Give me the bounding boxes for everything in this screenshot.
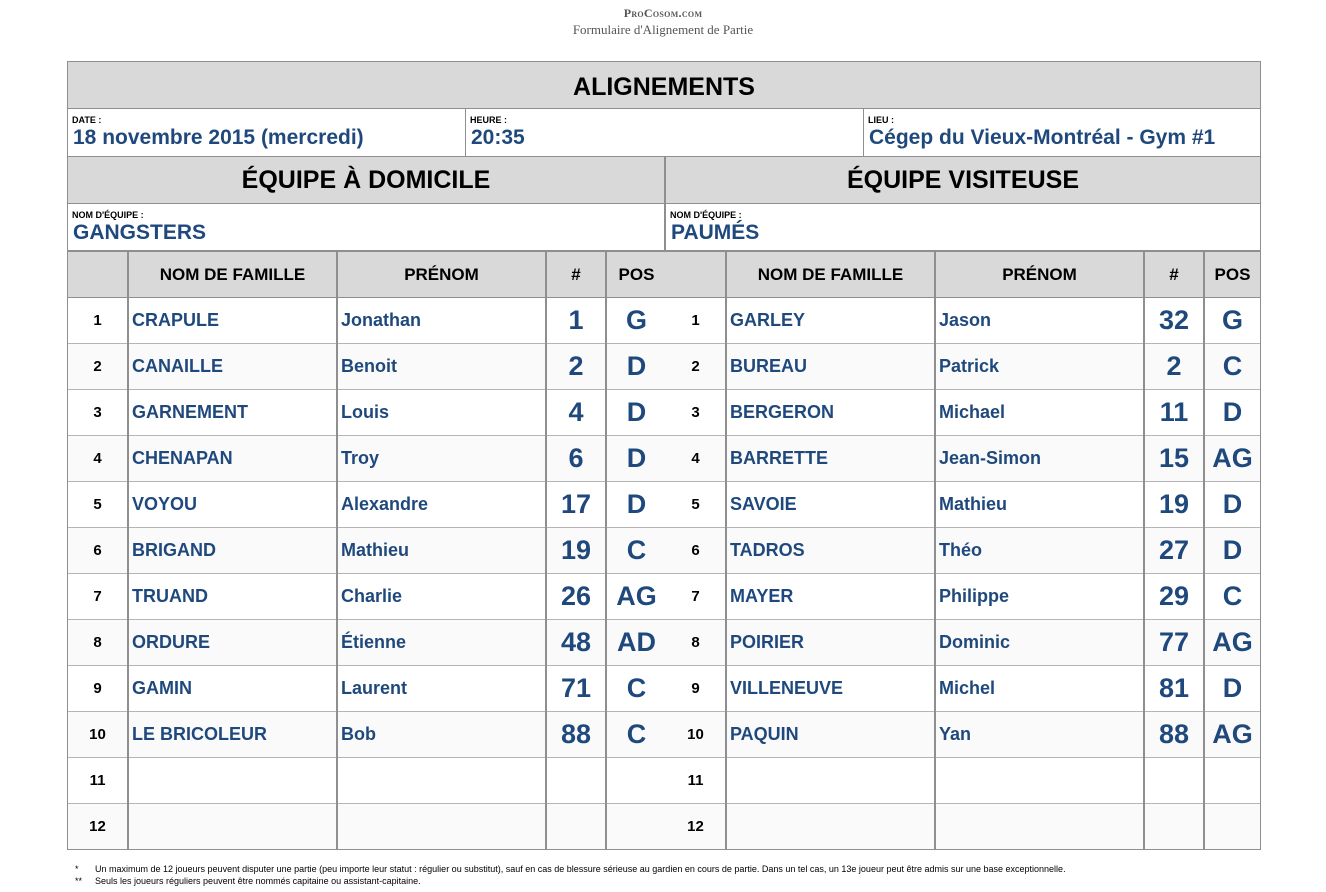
player-last-name: BRIGAND	[128, 528, 337, 574]
player-row	[666, 482, 1260, 528]
player-row	[68, 390, 666, 436]
player-position: C	[606, 666, 666, 712]
place-label: LIEU :	[868, 115, 894, 125]
player-first-name: Jason	[935, 298, 1144, 344]
date-value: 18 novembre 2015 (mercredi)	[73, 126, 364, 149]
row-number: 2	[666, 344, 726, 390]
player-last-name: CANAILLE	[128, 344, 337, 390]
player-position: AD	[606, 620, 666, 666]
row-number: 11	[68, 758, 128, 804]
player-first-name: Philippe	[935, 574, 1144, 620]
jersey-number	[546, 804, 606, 850]
row-number: 5	[68, 482, 128, 528]
jersey-number: 88	[546, 712, 606, 758]
player-last-name: GARLEY	[726, 298, 935, 344]
away-team-name-label: NOM D'ÉQUIPE :	[670, 210, 742, 220]
jersey-number: 32	[1144, 298, 1204, 344]
date-cell	[68, 109, 466, 156]
jersey-number: 48	[546, 620, 606, 666]
footnote-mark: **	[75, 876, 83, 886]
row-number: 10	[666, 712, 726, 758]
player-first-name: Patrick	[935, 344, 1144, 390]
player-row	[666, 528, 1260, 574]
jersey-number: 77	[1144, 620, 1204, 666]
player-first-name: Dominic	[935, 620, 1144, 666]
player-last-name: BARRETTE	[726, 436, 935, 482]
player-last-name: GAMIN	[128, 666, 337, 712]
jersey-number: 19	[1144, 482, 1204, 528]
row-number: 1	[666, 298, 726, 344]
jersey-number: 71	[546, 666, 606, 712]
player-position: AG	[1204, 712, 1260, 758]
player-row	[666, 712, 1260, 758]
player-last-name	[128, 804, 337, 850]
jersey-number: 29	[1144, 574, 1204, 620]
jersey-number: 27	[1144, 528, 1204, 574]
place-cell	[864, 109, 1260, 156]
player-first-name: Michel	[935, 666, 1144, 712]
time-cell	[466, 109, 864, 156]
jersey-number: 2	[1144, 344, 1204, 390]
player-position: C	[1204, 574, 1260, 620]
player-first-name: Michael	[935, 390, 1144, 436]
player-last-name: CHENAPAN	[128, 436, 337, 482]
jersey-number: 2	[546, 344, 606, 390]
player-position: C	[1204, 344, 1260, 390]
player-position	[606, 804, 666, 850]
player-position: D	[1204, 666, 1260, 712]
home-team-name: GANGSTERS	[73, 221, 207, 244]
player-last-name: TADROS	[726, 528, 935, 574]
player-last-name: VOYOU	[128, 482, 337, 528]
row-number: 10	[68, 712, 128, 758]
player-first-name	[337, 804, 546, 850]
row-number: 6	[666, 528, 726, 574]
player-first-name: Jonathan	[337, 298, 546, 344]
footnotes	[75, 863, 1066, 887]
site-name: ProCosom.com	[623, 6, 703, 20]
jersey-number	[546, 758, 606, 804]
row-number: 4	[68, 436, 128, 482]
last-name-header: NOM DE FAMILLE	[726, 252, 935, 298]
player-row	[666, 574, 1260, 620]
jersey-number	[1144, 804, 1204, 850]
row-number: 6	[68, 528, 128, 574]
player-row	[68, 528, 666, 574]
row-number: 12	[68, 804, 128, 850]
player-row	[68, 574, 666, 620]
row-number: 7	[68, 574, 128, 620]
player-last-name	[726, 758, 935, 804]
player-position: AG	[1204, 436, 1260, 482]
jersey-number: 17	[546, 482, 606, 528]
player-position: D	[606, 390, 666, 436]
player-position: D	[606, 482, 666, 528]
row-number: 2	[68, 344, 128, 390]
away-team	[666, 157, 1260, 849]
home-team	[68, 157, 666, 849]
player-row	[68, 758, 666, 804]
player-row	[68, 436, 666, 482]
player-position: AG	[606, 574, 666, 620]
row-number: 4	[666, 436, 726, 482]
away-team-name-cell	[666, 204, 1260, 252]
player-row	[68, 620, 666, 666]
away-team-name: PAUMÉS	[671, 221, 760, 244]
player-first-name: Bob	[337, 712, 546, 758]
player-position: D	[1204, 482, 1260, 528]
away-roster-table	[666, 252, 1260, 849]
player-first-name: Benoit	[337, 344, 546, 390]
player-row	[666, 298, 1260, 344]
place-value: Cégep du Vieux-Montréal - Gym #1	[869, 126, 1216, 149]
player-row	[68, 712, 666, 758]
row-number-header	[666, 252, 726, 298]
player-position: D	[606, 344, 666, 390]
footnote-text: Un maximum de 12 joueurs peuvent disputer une partie (peu importe leur statut : régulier ou substitut), sauf en cas de blessure sérieuse au gardien en cours de partie. Dans un tel cas, un 13e joueur peut être admis sur une base exceptionnelle.	[95, 864, 1066, 874]
jersey-number: 4	[546, 390, 606, 436]
jersey-number: 88	[1144, 712, 1204, 758]
row-number: 11	[666, 758, 726, 804]
player-first-name	[337, 758, 546, 804]
row-number: 9	[666, 666, 726, 712]
player-position: D	[606, 436, 666, 482]
player-last-name: TRUAND	[128, 574, 337, 620]
player-row	[666, 344, 1260, 390]
player-first-name: Mathieu	[337, 528, 546, 574]
footnote-text: Seuls les joueurs réguliers peuvent être nommés capitaine ou assistant-capitaine.	[95, 876, 421, 886]
player-first-name: Louis	[337, 390, 546, 436]
player-last-name: MAYER	[726, 574, 935, 620]
row-number: 9	[68, 666, 128, 712]
player-last-name: CRAPULE	[128, 298, 337, 344]
jersey-number: 19	[546, 528, 606, 574]
away-team-heading: ÉQUIPE VISITEUSE	[666, 157, 1260, 204]
player-first-name	[935, 758, 1144, 804]
player-row	[666, 804, 1260, 850]
position-header: POS	[606, 252, 666, 298]
jersey-number: 6	[546, 436, 606, 482]
row-number: 1	[68, 298, 128, 344]
player-first-name: Étienne	[337, 620, 546, 666]
player-first-name	[935, 804, 1144, 850]
player-last-name: LE BRICOLEUR	[128, 712, 337, 758]
player-first-name: Troy	[337, 436, 546, 482]
player-row	[666, 620, 1260, 666]
footnote-mark: *	[75, 864, 79, 874]
player-last-name: POIRIER	[726, 620, 935, 666]
player-position	[606, 758, 666, 804]
player-last-name: GARNEMENT	[128, 390, 337, 436]
player-row	[68, 482, 666, 528]
player-position	[1204, 804, 1260, 850]
player-last-name	[128, 758, 337, 804]
teams	[68, 157, 1260, 849]
player-position	[1204, 758, 1260, 804]
last-name-header: NOM DE FAMILLE	[128, 252, 337, 298]
player-row	[666, 666, 1260, 712]
player-position: AG	[1204, 620, 1260, 666]
player-first-name: Théo	[935, 528, 1144, 574]
position-header: POS	[1204, 252, 1260, 298]
row-number-header	[68, 252, 128, 298]
first-name-header: PRÉNOM	[337, 252, 546, 298]
row-number: 8	[666, 620, 726, 666]
jersey-number: 26	[546, 574, 606, 620]
player-position: D	[1204, 390, 1260, 436]
player-row	[68, 804, 666, 850]
home-team-name-cell	[68, 204, 664, 252]
player-row	[68, 666, 666, 712]
home-header-row	[68, 252, 666, 298]
row-number: 3	[666, 390, 726, 436]
player-first-name: Laurent	[337, 666, 546, 712]
jersey-number-header: #	[546, 252, 606, 298]
player-first-name: Jean-Simon	[935, 436, 1144, 482]
row-number: 7	[666, 574, 726, 620]
jersey-number: 15	[1144, 436, 1204, 482]
home-roster-table	[68, 252, 666, 849]
form-subtitle: Formulaire d'Alignement de Partie	[572, 22, 754, 37]
player-last-name: SAVOIE	[726, 482, 935, 528]
player-position: C	[606, 712, 666, 758]
row-number: 12	[666, 804, 726, 850]
time-value: 20:35	[471, 126, 525, 149]
game-info-row	[68, 109, 1260, 157]
footnote	[75, 875, 1066, 887]
lineup-sheet	[67, 61, 1261, 850]
date-label: DATE :	[72, 115, 102, 125]
player-last-name	[726, 804, 935, 850]
player-first-name: Yan	[935, 712, 1144, 758]
row-number: 8	[68, 620, 128, 666]
time-label: HEURE :	[470, 115, 508, 125]
player-last-name: VILLENEUVE	[726, 666, 935, 712]
player-position: G	[1204, 298, 1260, 344]
player-first-name: Mathieu	[935, 482, 1144, 528]
player-last-name: BUREAU	[726, 344, 935, 390]
player-position: C	[606, 528, 666, 574]
home-team-heading: ÉQUIPE À DOMICILE	[68, 157, 664, 204]
player-row	[68, 344, 666, 390]
player-last-name: ORDURE	[128, 620, 337, 666]
sheet-title: ALIGNEMENTS	[68, 62, 1260, 109]
player-row	[68, 298, 666, 344]
player-row	[666, 436, 1260, 482]
player-row	[666, 390, 1260, 436]
jersey-number	[1144, 758, 1204, 804]
away-header-row	[666, 252, 1260, 298]
row-number: 5	[666, 482, 726, 528]
player-row	[666, 758, 1260, 804]
player-last-name: PAQUIN	[726, 712, 935, 758]
row-number: 3	[68, 390, 128, 436]
jersey-number: 1	[546, 298, 606, 344]
footnote	[75, 863, 1066, 875]
jersey-number: 81	[1144, 666, 1204, 712]
jersey-number: 11	[1144, 390, 1204, 436]
home-team-name-label: NOM D'ÉQUIPE :	[72, 210, 144, 220]
jersey-number-header: #	[1144, 252, 1204, 298]
first-name-header: PRÉNOM	[935, 252, 1144, 298]
player-position: G	[606, 298, 666, 344]
player-first-name: Alexandre	[337, 482, 546, 528]
player-last-name: BERGERON	[726, 390, 935, 436]
player-first-name: Charlie	[337, 574, 546, 620]
player-position: D	[1204, 528, 1260, 574]
